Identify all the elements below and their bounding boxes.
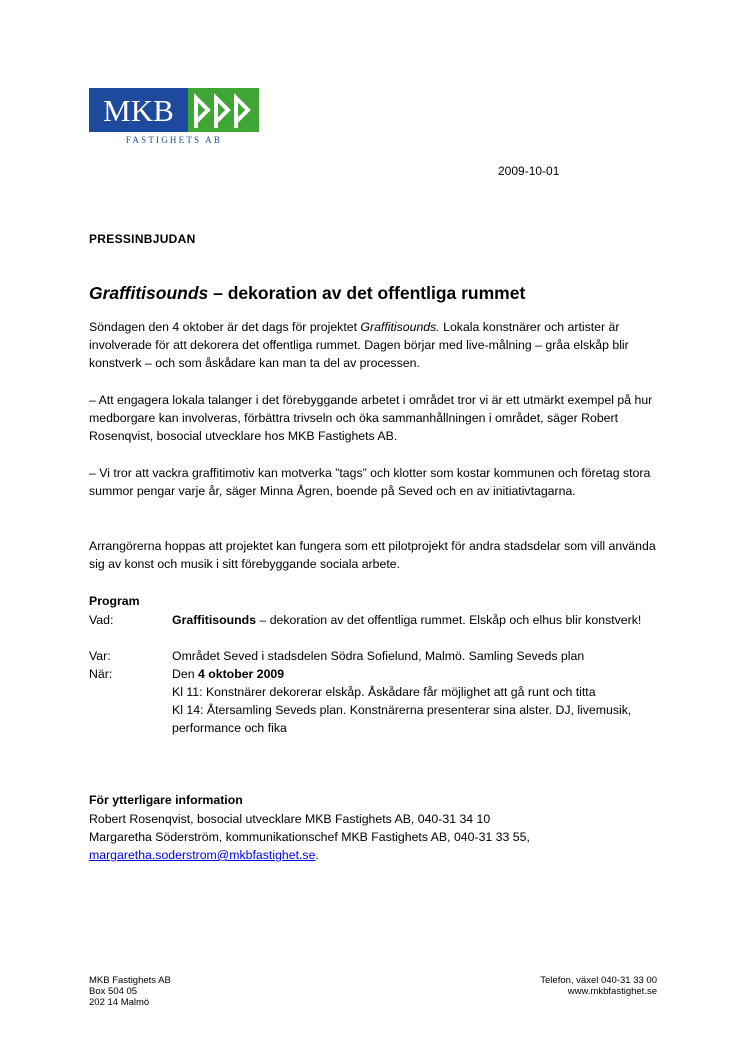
program-title: Program — [89, 594, 140, 608]
info-title: För ytterligare information — [89, 793, 243, 807]
program-nar-prefix: Den — [172, 667, 198, 681]
document-date: 2009-10-01 — [498, 164, 560, 178]
footer-box: Box 504 05 — [89, 986, 138, 997]
program-nar-line2: Kl 11: Konstnärer dekorerar elskåp. Åskådare får möjlighet att gå runt och titta — [172, 685, 596, 699]
paragraph-intro-b: Lokala konstnärer och artister är involverade för att dekorera det offentliga rummet. Dagen börjar med live-målning – gråa elskåp blir konstverk – och som åskådare kan man ta del av processen. — [89, 320, 629, 370]
paragraph-intro — [89, 318, 659, 372]
paragraph-intro-italic: Graffitisounds. — [360, 320, 440, 334]
paragraph-intro-a: Söndagen den 4 oktober är det dags för projektet — [89, 320, 361, 334]
program-var-value: Området Seved i stadsdelen Södra Sofielund, Malmö. Samling Seveds plan — [172, 649, 585, 663]
footer-address — [89, 975, 171, 1008]
program-nar-label: När: — [89, 667, 113, 681]
program-vad-rest: – dekoration av det offentliga rummet. Elskåp och elhus blir konstverk! — [256, 613, 642, 627]
headline-italic: Graffitisounds — [89, 283, 209, 303]
program-vad-label: Vad: — [89, 613, 114, 627]
program-vad-value — [172, 611, 659, 629]
logo-wordmark: MKB — [103, 93, 174, 128]
document-type-label: PRESSINBJUDAN — [89, 232, 196, 246]
footer-phone: Telefon, växel 040-31 33 00 — [540, 975, 657, 986]
program-var-label: Var: — [89, 649, 111, 663]
footer-company: MKB Fastighets AB — [89, 975, 171, 986]
email-period: . — [315, 848, 319, 862]
paragraph-pilot: Arrangörerna hoppas att projektet kan fungera som ett pilotprojekt för andra stadsdelar som vill använda sig av konst och musik i sitt förebyggande sociala arbete. — [89, 539, 656, 571]
company-logo — [89, 88, 259, 148]
info-email-line — [89, 846, 319, 864]
info-contact-soderstrom: Margaretha Söderström, kommunikationschef MKB Fastighets AB, 040-31 33 55, — [89, 830, 530, 844]
headline — [89, 283, 525, 304]
email-link[interactable]: margaretha.soderstrom@mkbfastighet.se — [89, 848, 316, 862]
program-nar-date: 4 oktober 2009 — [197, 667, 285, 681]
program-vad-bold: Graffitisounds — [172, 613, 257, 627]
footer-city: 202 14 Malmö — [89, 997, 150, 1008]
paragraph-quote-rosenqvist: – Att engagera lokala talanger i det förebyggande arbetet i området tror vi är ett utmärkt exempel på hur medborgare kan involveras, förbättra trivseln och öka sammanhållningen i området, säger Robert Rosenqvist, bosocial utvecklare hos MKB Fastighets AB. — [89, 393, 653, 443]
footer-website: www.mkbfastighet.se — [567, 986, 657, 997]
program-nar-line3: Kl 14: Återsamling Seveds plan. Konstnärerna presenterar sina alster. DJ, livemusik, performance och fika — [172, 703, 632, 735]
headline-rest: – dekoration av det offentliga rummet — [208, 283, 526, 303]
paragraph-quote-agren: – Vi tror att vackra graffitimotiv kan motverka ”tags” och klotter som kostar kommunen och företag stora summor pengar varje år, säger Minna Ågren, boende på Seved och en av initiativtagarna. — [89, 466, 651, 498]
info-contact-rosenqvist: Robert Rosenqvist, bosocial utvecklare MKB Fastighets AB, 040-31 34 10 — [89, 812, 491, 826]
logo-arrows-icon — [188, 88, 259, 132]
logo-blue-block — [89, 88, 188, 132]
logo-subtitle: FASTIGHETS AB — [125, 135, 223, 145]
footer-contact — [540, 975, 657, 997]
program-nar-value — [172, 665, 659, 737]
